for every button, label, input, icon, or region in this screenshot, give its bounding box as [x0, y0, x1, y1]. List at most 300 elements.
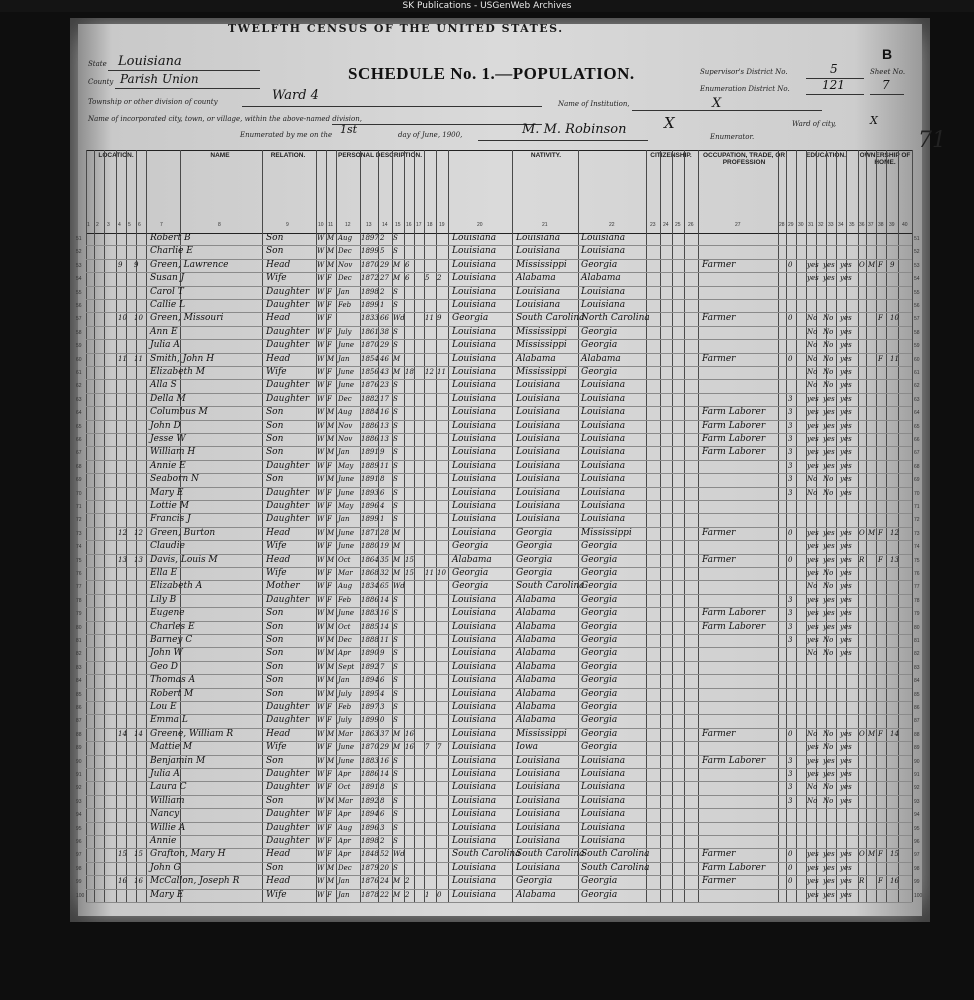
cell-year: 1886 [361, 435, 379, 443]
cell-mpob: Louisiana [581, 501, 626, 511]
cell-name: Annie E [150, 460, 186, 471]
cell-pob: Louisiana [452, 795, 497, 806]
cell-eng: yes [840, 636, 852, 644]
cell-age: 29 [380, 341, 389, 350]
cell-eng: yes [840, 314, 852, 323]
cell-color: W [317, 823, 325, 832]
cell-sex: F [327, 850, 332, 859]
row-number-right: 55 [914, 289, 920, 296]
cell-ms: Wd [393, 850, 405, 859]
cell-fpob: Louisiana [516, 286, 561, 297]
cell-year: 1883 [361, 756, 379, 765]
cell-eng: yes [840, 260, 852, 269]
cell-mo: 0 [788, 528, 793, 537]
source-banner: SK Publications - USGenWeb Archives [0, 0, 974, 12]
cell-ms: S [393, 488, 398, 497]
cell-eng: yes [840, 743, 852, 752]
cell-eng: yes [840, 850, 852, 859]
cell-fam: 9 [134, 260, 139, 269]
cell-ms: S [393, 381, 398, 390]
cell-eng: yes [840, 528, 852, 537]
cell-sex: M [327, 260, 335, 269]
cell-age: 3 [380, 703, 385, 711]
cell-mpob: Louisiana [581, 434, 626, 444]
cell-age: 17 [380, 394, 389, 403]
cell-year: 1868 [361, 569, 379, 577]
cell-ms: S [393, 502, 398, 510]
row-number-right: 81 [914, 638, 920, 644]
cell-year: 1891 [361, 475, 379, 484]
cell-pob: Louisiana [452, 233, 497, 243]
cell-mpob: Mississippi [581, 527, 632, 538]
row-number-left: 61 [76, 370, 82, 376]
cell-rel: Daughter [266, 769, 310, 779]
cell-year: 1894 [361, 676, 379, 685]
row-number-right: 98 [914, 865, 920, 872]
column-rule [912, 150, 913, 902]
cell-read: No [807, 729, 818, 738]
cell-ms: M [393, 542, 401, 551]
cell-ms: S [393, 622, 398, 631]
row-rule [86, 339, 912, 340]
cell-name: Benjamin M [150, 755, 206, 766]
column-number: 1 [87, 222, 90, 228]
cell-age: 5 [380, 247, 385, 256]
cell-age: 16 [380, 609, 389, 618]
cell-dw: 16 [118, 877, 127, 886]
enumeration-label: Enumeration District No. [700, 85, 790, 93]
cell-ms: S [393, 461, 398, 470]
cell-mo: 3 [788, 756, 793, 765]
cell-rel: Son [266, 447, 284, 458]
cell-rel: Daughter [266, 286, 310, 297]
cell-mo: 3 [788, 435, 793, 443]
row-number-right: 51 [914, 236, 920, 242]
cell-mpob: Georgia [581, 742, 618, 753]
cell-month: Jan [338, 287, 350, 296]
cell-mpob: Louisiana [581, 447, 626, 458]
cell-fpob: Alabama [516, 608, 556, 619]
cell-mo: 3 [788, 783, 793, 792]
cell-name: John D [150, 420, 181, 431]
cell-pob: Louisiana [452, 367, 497, 377]
row-number-left: 63 [76, 396, 82, 403]
cell-read: No [807, 475, 818, 484]
cell-mpob: Georgia [581, 326, 618, 337]
cell-sex: M [327, 662, 335, 671]
enumerator-name: M. M. Robinson [522, 122, 627, 137]
column-number: 30 [798, 222, 804, 228]
cell-rel: Head [266, 353, 291, 364]
row-number-left: 69 [76, 477, 82, 484]
cell-age: 6 [380, 810, 385, 819]
row-number-left: 67 [76, 450, 82, 457]
cell-read: yes [807, 408, 819, 417]
cell-pob: Louisiana [452, 527, 497, 538]
cell-rel: Daughter [266, 715, 310, 726]
cell-age: 19 [380, 542, 389, 551]
cell-mpob: Louisiana [581, 514, 626, 525]
cell-rel: Head [266, 313, 291, 324]
cell-mpob: Louisiana [581, 246, 626, 257]
cell-write: No [823, 327, 834, 336]
row-number-right: 69 [914, 477, 920, 484]
cell-mpob: Georgia [581, 876, 618, 887]
cell-mpob: Louisiana [581, 795, 626, 806]
cell-write: yes [823, 448, 835, 457]
cell-rel: Son [266, 648, 284, 659]
cell-name: Thomas A [150, 675, 196, 686]
cell-yrs: 2 [405, 877, 410, 886]
cell-read: yes [807, 421, 819, 430]
cell-yrs: 16 [405, 729, 414, 738]
row-number-right: 85 [914, 691, 920, 698]
cell-pob: Louisiana [452, 501, 497, 511]
cell-rel: Wife [266, 541, 287, 552]
cell-sex: F [327, 274, 332, 283]
cell-write: yes [823, 542, 835, 551]
cell-ms: M [393, 743, 401, 752]
cell-mpob: Louisiana [581, 460, 626, 471]
group-personal: PERSONAL DESCRIPTION. [337, 152, 423, 159]
row-number-right: 80 [914, 624, 920, 631]
cell-sex: M [327, 609, 335, 618]
cell-color: W [317, 461, 325, 470]
row-number-right: 62 [914, 383, 920, 390]
cell-name: Columbus M [150, 407, 208, 418]
cell-year: 1861 [361, 327, 379, 336]
cell-mo: 3 [788, 609, 793, 618]
cell-mpob: Louisiana [581, 420, 626, 431]
cell-sex: M [327, 435, 335, 443]
row-number-left: 92 [76, 785, 82, 792]
cell-color: W [317, 542, 325, 551]
cell-write: No [823, 314, 834, 323]
cell-mpob: Georgia [581, 715, 618, 726]
cell-read: yes [807, 622, 819, 631]
column-number: 20 [477, 222, 483, 228]
row-number-right: 96 [914, 839, 920, 845]
cell-fpob: Louisiana [516, 755, 561, 766]
row-number-left: 66 [76, 437, 82, 443]
cell-name: McCallon, Joseph R [150, 876, 240, 887]
cell-read: No [807, 582, 818, 591]
cell-rel: Son [266, 434, 284, 444]
cell-read: No [807, 368, 818, 376]
cell-pob: Louisiana [452, 434, 497, 444]
cell-read: yes [807, 555, 819, 564]
cell-write: yes [823, 408, 835, 417]
row-number-left: 95 [76, 825, 82, 832]
column-number: 8 [218, 222, 221, 228]
cell-month: Sept [338, 662, 355, 671]
cell-write: yes [823, 435, 835, 443]
cell-month: Jan [338, 890, 350, 899]
cell-sex: F [327, 488, 332, 497]
cell-write: yes [823, 528, 835, 537]
cell-mo: 0 [788, 314, 793, 323]
institution-label: Name of Institution, [558, 100, 630, 108]
cell-rel: Son [266, 246, 284, 257]
cell-rel: Daughter [266, 594, 310, 605]
cell-mo: 3 [788, 394, 793, 403]
cell-eng: yes [840, 756, 852, 765]
cell-name: Charles E [150, 621, 195, 632]
enumerator-underline [478, 140, 648, 141]
cell-ms: M [393, 555, 401, 564]
cell-color: W [317, 327, 325, 336]
cell-mpob: Georgia [581, 648, 618, 659]
cell-ms: S [393, 327, 398, 336]
cell-mpob: Georgia [581, 568, 618, 578]
cell-pob: Louisiana [452, 460, 497, 471]
row-number-left: 87 [76, 718, 82, 725]
cell-dw: 9 [118, 260, 123, 269]
cell-ms: M [393, 890, 401, 899]
cell-read: yes [807, 863, 819, 872]
row-number-right: 86 [914, 705, 920, 711]
cell-month: Feb [338, 703, 352, 711]
row-number-left: 94 [76, 812, 82, 819]
cell-mo: 3 [788, 448, 793, 457]
row-number-left: 76 [76, 571, 82, 577]
cell-age: 1 [380, 301, 385, 309]
cell-fpob: South Carolina [516, 313, 585, 324]
cell-fpob: Louisiana [516, 782, 561, 793]
cell-month: Feb [338, 595, 352, 604]
cell-rel: Head [266, 728, 291, 739]
sheet-no-underline [870, 94, 904, 95]
cell-mo: 3 [788, 461, 793, 470]
cell-pob: Louisiana [452, 300, 497, 310]
cell-rel: Mother [266, 581, 300, 592]
cell-ms: S [393, 783, 398, 792]
cell-fam: 13 [134, 555, 143, 564]
cell-sex: F [327, 301, 332, 309]
cell-fpob: Alabama [516, 273, 556, 284]
row-number-left: 64 [76, 410, 82, 417]
cell-write: yes [823, 421, 835, 430]
cell-color: W [317, 515, 325, 524]
cell-month: Aug [338, 234, 353, 242]
cell-month: Oct [338, 622, 351, 631]
cell-sch: 13 [890, 555, 899, 564]
cell-age: 14 [380, 595, 389, 604]
column-number: 29 [788, 222, 794, 228]
cell-age: 4 [380, 502, 385, 510]
cell-sex: F [327, 327, 332, 336]
cell-year: 1899 [361, 247, 379, 256]
row-number-right: 82 [914, 651, 920, 658]
cell-name: Ella E [150, 568, 178, 578]
cell-pob: South Carolina [452, 849, 521, 860]
cell-color: W [317, 703, 325, 711]
cell-sex: F [327, 823, 332, 832]
cell-age: 32 [380, 569, 389, 577]
cell-occ: Farmer [702, 554, 736, 565]
cell-pob: Louisiana [452, 246, 497, 257]
cell-ch: 11 [425, 314, 434, 323]
cell-rel: Daughter [266, 393, 310, 404]
cell-yrs: 6 [405, 260, 410, 269]
cell-eng: yes [840, 863, 852, 872]
cell-age: 1 [380, 515, 385, 524]
row-number-left: 78 [76, 597, 82, 604]
cell-sex: M [327, 676, 335, 685]
cell-mo: 0 [788, 850, 793, 859]
cell-mpob: Louisiana [581, 407, 626, 418]
cell-year: 1871 [361, 528, 379, 537]
cell-year: 1856 [361, 368, 379, 376]
cell-pob: Louisiana [452, 447, 497, 458]
cell-fpob: Louisiana [516, 447, 561, 458]
cell-write: No [823, 354, 834, 363]
cell-fam: 15 [134, 850, 143, 859]
cell-write: yes [823, 622, 835, 631]
cell-pob: Louisiana [452, 742, 497, 753]
cell-mo: 3 [788, 595, 793, 604]
row-number-left: 60 [76, 356, 82, 363]
cell-name: Laura C [150, 782, 187, 793]
row-number-right: 70 [914, 490, 920, 497]
cell-occ: Farm Laborer [702, 621, 766, 632]
cell-mpob: Louisiana [581, 782, 626, 793]
cell-age: 14 [380, 770, 389, 778]
cell-color: W [317, 662, 325, 671]
cell-year: 1878 [361, 890, 379, 899]
cell-fpob: Georgia [516, 876, 553, 887]
column-number: 2 [96, 222, 99, 228]
cell-eng: yes [840, 488, 852, 497]
row-number-right: 64 [914, 410, 920, 417]
cell-month: June [338, 381, 354, 390]
cell-year: 1848 [361, 850, 379, 859]
cell-ms: S [393, 796, 398, 805]
cell-year: 1889 [361, 461, 379, 470]
cell-mpob: Georgia [581, 340, 618, 351]
cell-fpob: Louisiana [516, 246, 561, 257]
column-number: 28 [779, 222, 785, 228]
cell-month: Jan [338, 877, 350, 886]
cell-name: Elizabeth M [150, 367, 206, 377]
cell-pob: Louisiana [452, 380, 497, 391]
row-number-left: 83 [76, 664, 82, 671]
cell-sex: F [327, 716, 332, 725]
cell-mpob: Georgia [581, 554, 618, 565]
cell-rel: Son [266, 675, 284, 686]
cell-fpob: Alabama [516, 353, 556, 364]
cell-rel: Daughter [266, 822, 310, 833]
row-number-left: 75 [76, 557, 82, 564]
cell-color: W [317, 341, 325, 350]
cell-eng: yes [840, 796, 852, 805]
cell-month: Aug [338, 582, 353, 591]
cell-year: 1834 [361, 582, 379, 591]
cell-year: 1897 [361, 234, 379, 242]
cell-occ: Farmer [702, 876, 736, 887]
cell-month: Apr [338, 649, 351, 658]
cell-fpob: Georgia [516, 541, 553, 552]
cell-eng: yes [840, 381, 852, 390]
cell-fpob: Louisiana [516, 420, 561, 431]
cell-name: Mattie M [150, 742, 193, 753]
cell-year: 1896 [361, 502, 379, 510]
cell-write: yes [823, 890, 835, 899]
row-number-left: 96 [76, 839, 82, 845]
cell-rel: Daughter [266, 782, 310, 793]
cell-rel: Wife [266, 367, 287, 377]
row-number-left: 90 [76, 758, 82, 765]
row-number-left: 59 [76, 343, 82, 350]
cell-pob: Louisiana [452, 836, 497, 846]
cell-ms: M [393, 260, 401, 269]
cell-mo: 3 [788, 475, 793, 484]
cell-age: 11 [380, 461, 389, 470]
cell-color: W [317, 408, 325, 417]
cell-name: Carol T [150, 286, 184, 297]
cell-eng: yes [840, 890, 852, 899]
cell-fpob: Louisiana [516, 862, 561, 873]
cell-month: June [338, 528, 354, 537]
cell-eng: yes [840, 783, 852, 792]
cell-ms: S [393, 837, 398, 845]
row-rule [86, 808, 912, 809]
cell-fpob: Mississippi [516, 728, 567, 739]
township-label: Township or other division of county [88, 98, 218, 106]
cell-occ: Farmer [702, 728, 736, 739]
cell-own: O [859, 729, 865, 738]
cell-rel: Son [266, 661, 284, 672]
cell-sex: M [327, 421, 335, 430]
cell-eng: yes [840, 341, 852, 350]
row-number-left: 62 [76, 383, 82, 390]
cell-fpob: South Carolina [516, 581, 585, 592]
cell-mpob: Georgia [581, 675, 618, 686]
cell-sex: M [327, 408, 335, 417]
cell-month: June [338, 341, 354, 350]
cell-fpob: Louisiana [516, 809, 561, 820]
cell-year: 1891 [361, 448, 379, 457]
row-number-right: 76 [914, 571, 920, 577]
row-number-left: 84 [76, 678, 82, 685]
cell-eng: yes [840, 274, 852, 283]
cell-read: yes [807, 756, 819, 765]
row-number-left: 58 [76, 329, 82, 336]
cell-pob: Louisiana [452, 728, 497, 739]
cell-year: 1885 [361, 622, 379, 631]
group-nativity: NATIVITY. [530, 152, 562, 159]
cell-pob: Louisiana [452, 769, 497, 779]
row-rule [86, 379, 912, 380]
cell-month: Dec [338, 863, 352, 872]
cell-month: Apr [338, 837, 351, 845]
cell-fpob: Alabama [516, 715, 556, 726]
cell-fpob: Louisiana [516, 474, 561, 485]
cell-year: 1898 [361, 837, 379, 845]
cell-mo: 3 [788, 408, 793, 417]
cell-mpob: Louisiana [581, 487, 626, 498]
cell-color: W [317, 729, 325, 738]
cell-rel: Daughter [266, 380, 310, 391]
cell-fam: 14 [134, 729, 143, 738]
cell-fpob: Louisiana [516, 501, 561, 511]
cell-eng: yes [840, 461, 852, 470]
row-number-right: 91 [914, 772, 920, 778]
cell-rel: Son [266, 407, 284, 418]
row-number-right: 92 [914, 785, 920, 792]
cell-year: 1886 [361, 595, 379, 604]
cell-mpob: Louisiana [581, 393, 626, 404]
